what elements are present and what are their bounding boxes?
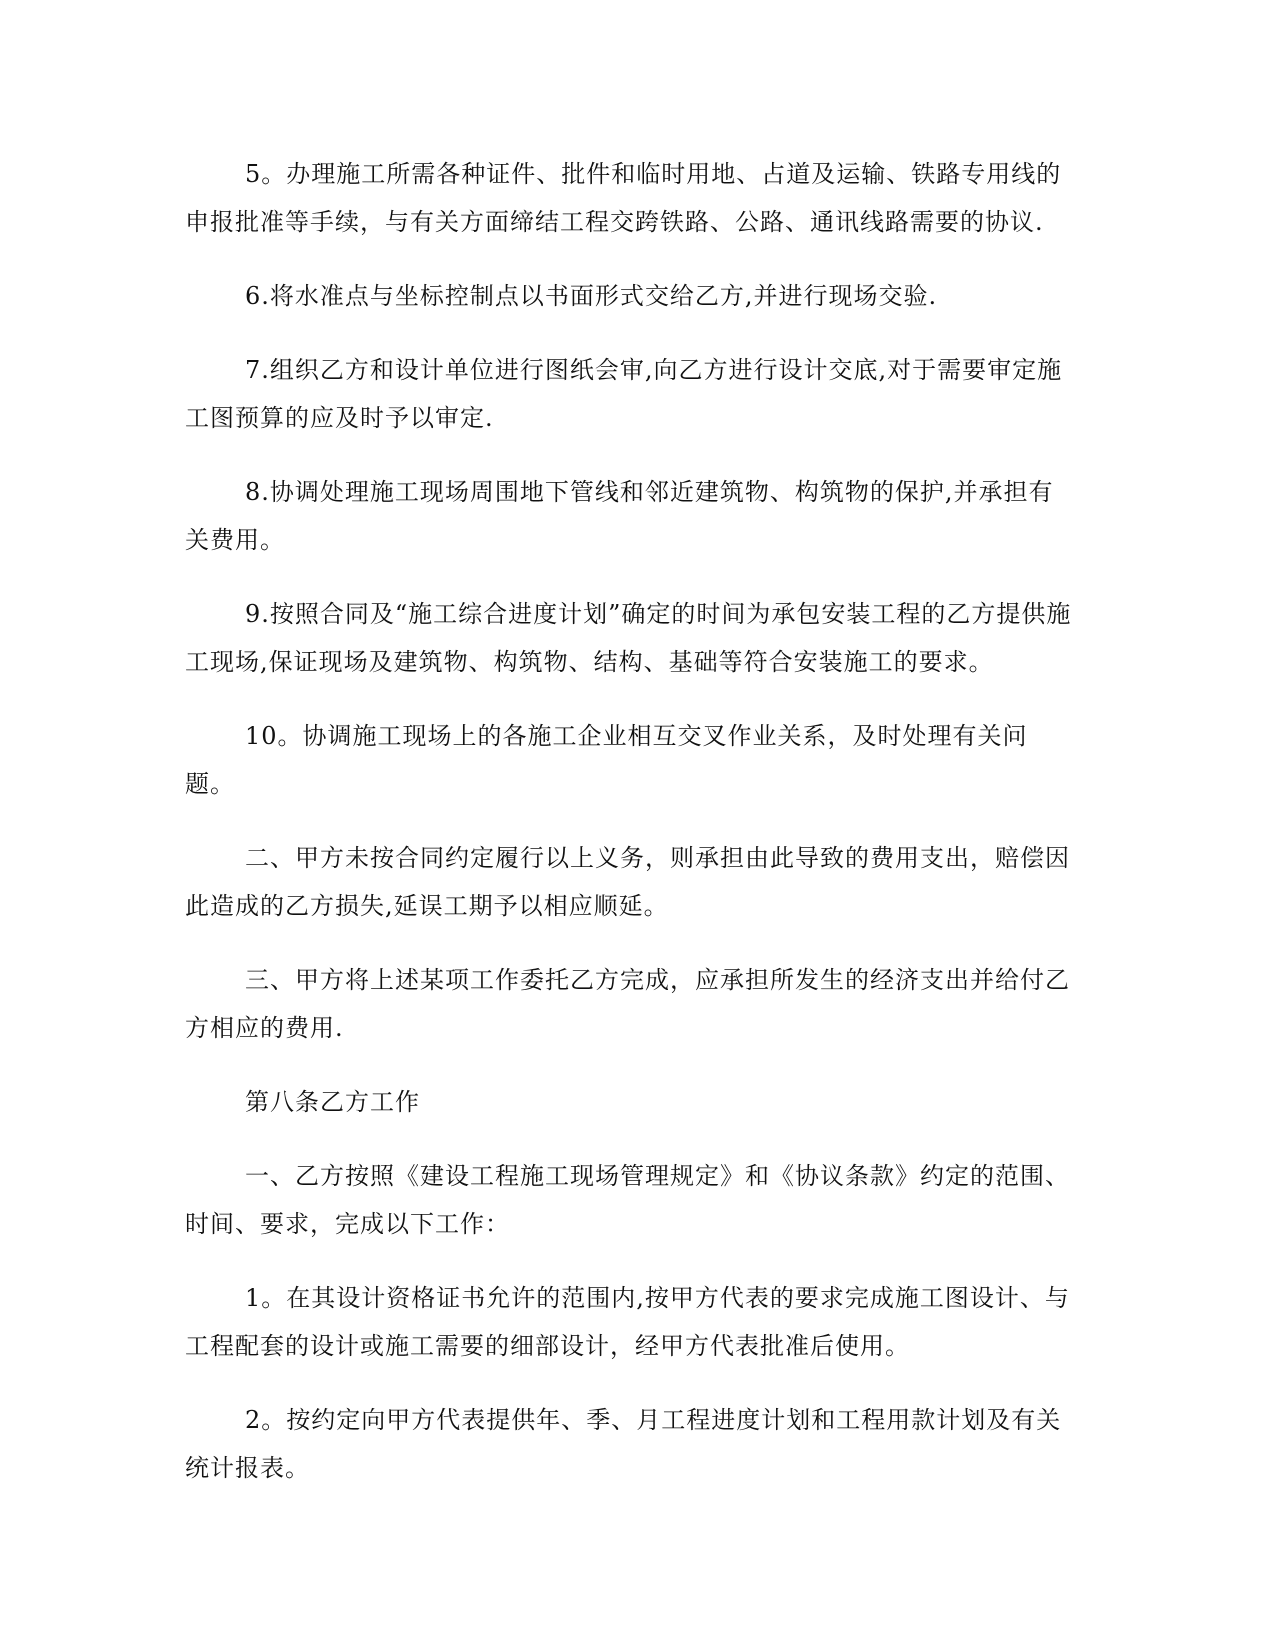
paragraph-contractor-item-2: 2。按约定向甲方代表提供年、季、月工程进度计划和工程用款计划及有关统计报表。: [185, 1406, 1062, 1482]
paragraph-clause-2: 二、甲方未按合同约定履行以上义务，则承担由此导致的费用支出，赔偿因此造成的乙方损失,延误工期予以相应顺延。: [185, 844, 1070, 920]
paragraph-item-6: 6.将水准点与坐标控制点以书面形式交给乙方,并进行现场交验.: [245, 282, 938, 310]
document-body: [185, 150, 1075, 1518]
paragraph-item-8: 8.协调处理施工现场周围地下管线和邻近建筑物、构筑物的保护,并承担有关费用。: [185, 478, 1054, 554]
paragraph-clause-3: 三、甲方将上述某项工作委托乙方完成，应承担所发生的经济支出并给付乙方相应的费用.: [185, 966, 1070, 1042]
section-heading: 第八条乙方工作: [245, 1088, 420, 1116]
paragraph-contractor-item-1: 1。在其设计资格证书允许的范围内,按甲方代表的要求完成施工图设计、与工程配套的设计或施工需要的细部设计，经甲方代表批准后使用。: [185, 1284, 1070, 1360]
paragraph-item-7: 7.组织乙方和设计单位进行图纸会审,向乙方进行设计交底,对于需要审定施工图预算的应及时予以审定.: [185, 356, 1063, 432]
paragraph-item-10: 10。协调施工现场上的各施工企业相互交叉作业关系，及时处理有关问题。: [185, 722, 1028, 798]
paragraph-contractor-scope: 一、乙方按照《建设工程施工现场管理规定》和《协议条款》约定的范围、时间、要求，完成以下工作：: [185, 1162, 1070, 1238]
paragraph-item-5: 5。办理施工所需各种证件、批件和临时用地、占道及运输、铁路专用线的申报批准等手续，与有关方面缔结工程交跨铁路、公路、通讯线路需要的协议.: [185, 160, 1062, 236]
paragraph-item-9: 9.按照合同及“施工综合进度计划”确定的时间为承包安装工程的乙方提供施工现场,保证现场及建筑物、构筑物、结构、基础等符合安装施工的要求。: [185, 600, 1072, 676]
